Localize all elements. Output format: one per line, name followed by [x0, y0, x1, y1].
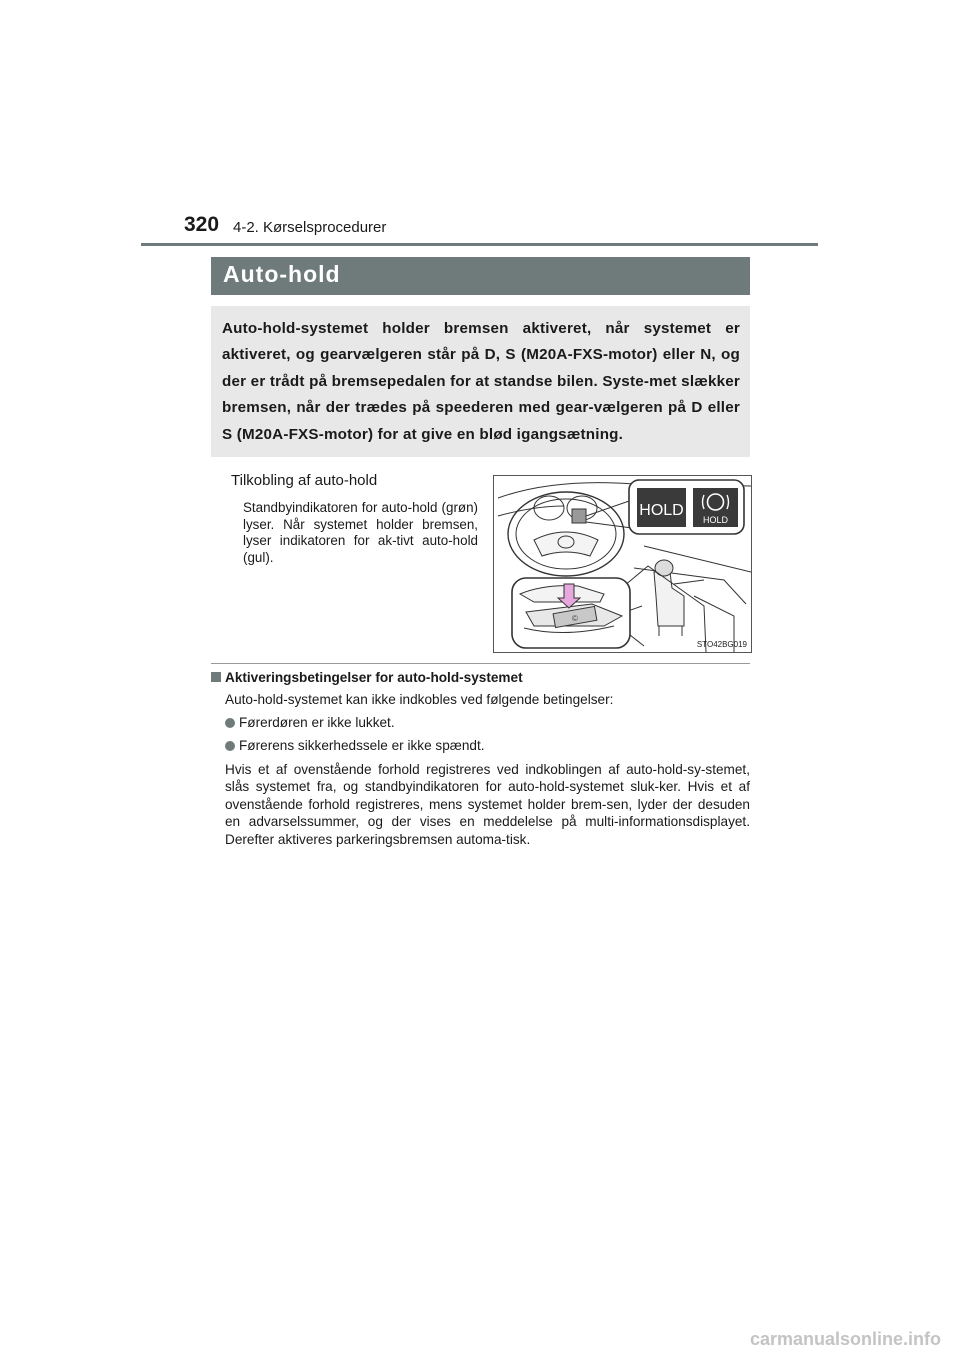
- intro-text: Auto-hold-systemet holder bremsen aktiveret, når systemet er aktiveret, og gearvælgeren står på D, S (M20A-FXS-motor) eller N, og der er trådt på bremsepedalen for at standse bilen. Syste-met slækker bremsen, når der trædes på speederen med gear-vælgeren på D eller S (M20A-FXS-motor) for at give en blød igangsætning.: [222, 320, 740, 443]
- dashboard-drawing: [494, 476, 751, 652]
- bullet-dot-icon: [225, 741, 235, 751]
- conditions-paragraph: Hvis et af ovenstående forhold registreres ved indkoblingen af auto-hold-sy-stemet, slås systemet fra, og standbyindikatoren for auto-hold-systemet sluk-ker. Hvis et af ovenstående forhold registreres, mens systemet holder brem-sen, lyder der desuden en advarselssummer, og der vises en meddelelse på multi-informationsdisplayet. Derefter aktiveres parkeringsbremsen automa-tisk.: [225, 762, 750, 847]
- intro-box: [211, 306, 750, 457]
- switch-glyph: ©: [572, 614, 578, 623]
- section-rule: [211, 663, 750, 664]
- subsection-description: Standbyindikatoren for auto-hold (grøn) lyser. Når systemet holder bremsen, lyser indikatoren for ak-tivt auto-hold (gul).: [243, 500, 478, 565]
- square-bullet-icon: [211, 672, 221, 682]
- figure-code: STO42BG019: [696, 640, 747, 649]
- list-item: [225, 715, 395, 730]
- conditions-intro: Auto-hold-systemet kan ikke indkobles ved følgende betingelser:: [225, 692, 614, 707]
- header-rule: [141, 243, 818, 246]
- section-title-bar: [211, 257, 750, 295]
- list-item-text: Førerens sikkerhedssele er ikke spændt.: [239, 738, 485, 753]
- list-item-text: Førerdøren er ikke lukket.: [239, 715, 395, 730]
- conditions-heading: [211, 670, 523, 685]
- conditions-title: Aktiveringsbetingelser for auto-hold-systemet: [225, 670, 523, 685]
- watermark: carmanualsonline.info: [750, 1329, 942, 1349]
- subsection-heading: Tilkobling af auto-hold: [231, 472, 378, 489]
- hold-standby-indicator: HOLD: [639, 502, 684, 519]
- list-item: [225, 738, 485, 753]
- hold-active-indicator: HOLD: [702, 515, 729, 525]
- section-reference: 4-2. Kørselsprocedurer: [233, 219, 387, 236]
- page-number: 320: [184, 213, 220, 236]
- section-title: Auto-hold: [223, 261, 341, 287]
- dashboard-illustration: [493, 475, 752, 653]
- bullet-dot-icon: [225, 718, 235, 728]
